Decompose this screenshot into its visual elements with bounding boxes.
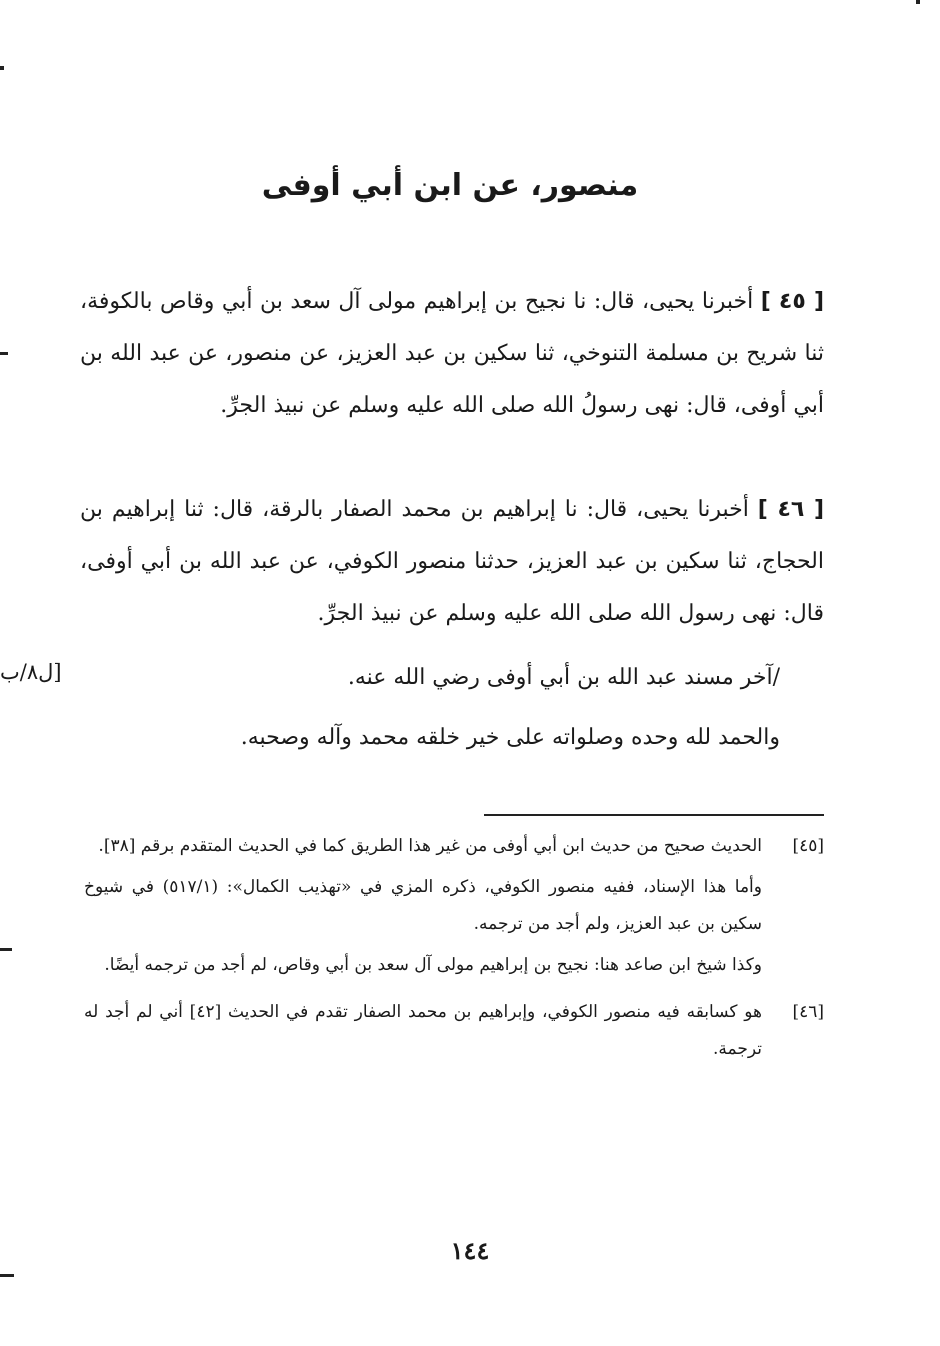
- scan-edge-mark: [0, 948, 12, 951]
- scan-edge-mark: [0, 66, 4, 70]
- footnote-46-body: [84, 994, 762, 1072]
- hadith-45-text: أخبرنا يحيى، قال: نا نجيح بن إبراهيم مولى آل سعد بن أبي وقاص بالكوفة، ثنا شريح بن مسلمة التنوخي، ثنا سكين بن عبد العزيز، عن منصور، عن عبد الله بن أبي أوفى، قال: نهى رسولُ الله صلى الله عليه وسلم عن نبيذ الجرِّ.: [80, 289, 824, 418]
- hadith-46-text: أخبرنا يحيى، قال: نا إبراهيم بن محمد الصفار بالرقة، قال: ثنا إبراهيم بن الحجاج، ثنا سكين بن عبد العزيز، حدثنا منصور الكوفي، عن عبد الله بن أبي أوفى، قال: نهى رسول الله صلى الله عليه وسلم عن نبيذ الجرِّ.: [80, 497, 824, 626]
- hadith-45-number: [ ٤٥ ]: [760, 289, 824, 314]
- manuscript-folio-note: [ل٨/ب: [0, 660, 62, 684]
- footnote-46-number: [٤٦]: [792, 1002, 824, 1022]
- hadith-46-number: [ ٤٦ ]: [757, 497, 825, 522]
- footnote-45-body: [84, 828, 762, 988]
- scan-edge-mark: [916, 0, 920, 4]
- footnote-46-paragraph: هو كسابقه فيه منصور الكوفي، وإبراهيم بن محمد الصفار تقدم في الحديث [٤٢] أني لم أجد له ترجمة.: [84, 1002, 762, 1059]
- footnote-separator: [484, 814, 824, 816]
- page-number: ١٤٤: [450, 1236, 490, 1265]
- footnote-45: [84, 828, 824, 988]
- praise-line: والحمد لله وحده وصلواته على خير خلقه محمد وآله وصحبه.: [240, 725, 780, 750]
- footnotes: [84, 828, 824, 1078]
- footnote-45-number: [٤٥]: [792, 836, 824, 856]
- scan-edge-mark: [0, 1274, 14, 1277]
- scan-edge-mark: [0, 352, 8, 355]
- footnote-45-paragraph: وكذا شيخ ابن صاعد هنا: نجيح بن إبراهيم مولى آل سعد بن أبي وقاص، لم أجد من ترجمه أيضًا.: [104, 955, 762, 975]
- section-title: منصور، عن ابن أبي أوفى: [261, 168, 639, 203]
- footnote-45-paragraph: وأما هذا الإسناد، ففيه منصور الكوفي، ذكره المزي في «تهذيب الكمال»: (٥١٧/١) في شيوخ سكين بن عبد العزيز، ولم أجد من ترجمه.: [84, 877, 762, 934]
- hadith-45: [80, 276, 824, 432]
- closing-line: /آخر مسند عبد الله بن أبي أوفى رضي الله عنه.: [347, 665, 780, 690]
- footnote-46: [84, 994, 824, 1072]
- hadith-46: [80, 484, 824, 640]
- footnote-45-paragraph: الحديث صحيح من حديث ابن أبي أوفى من غير هذا الطريق كما في الحديث المتقدم برقم [٣٨].: [98, 836, 762, 856]
